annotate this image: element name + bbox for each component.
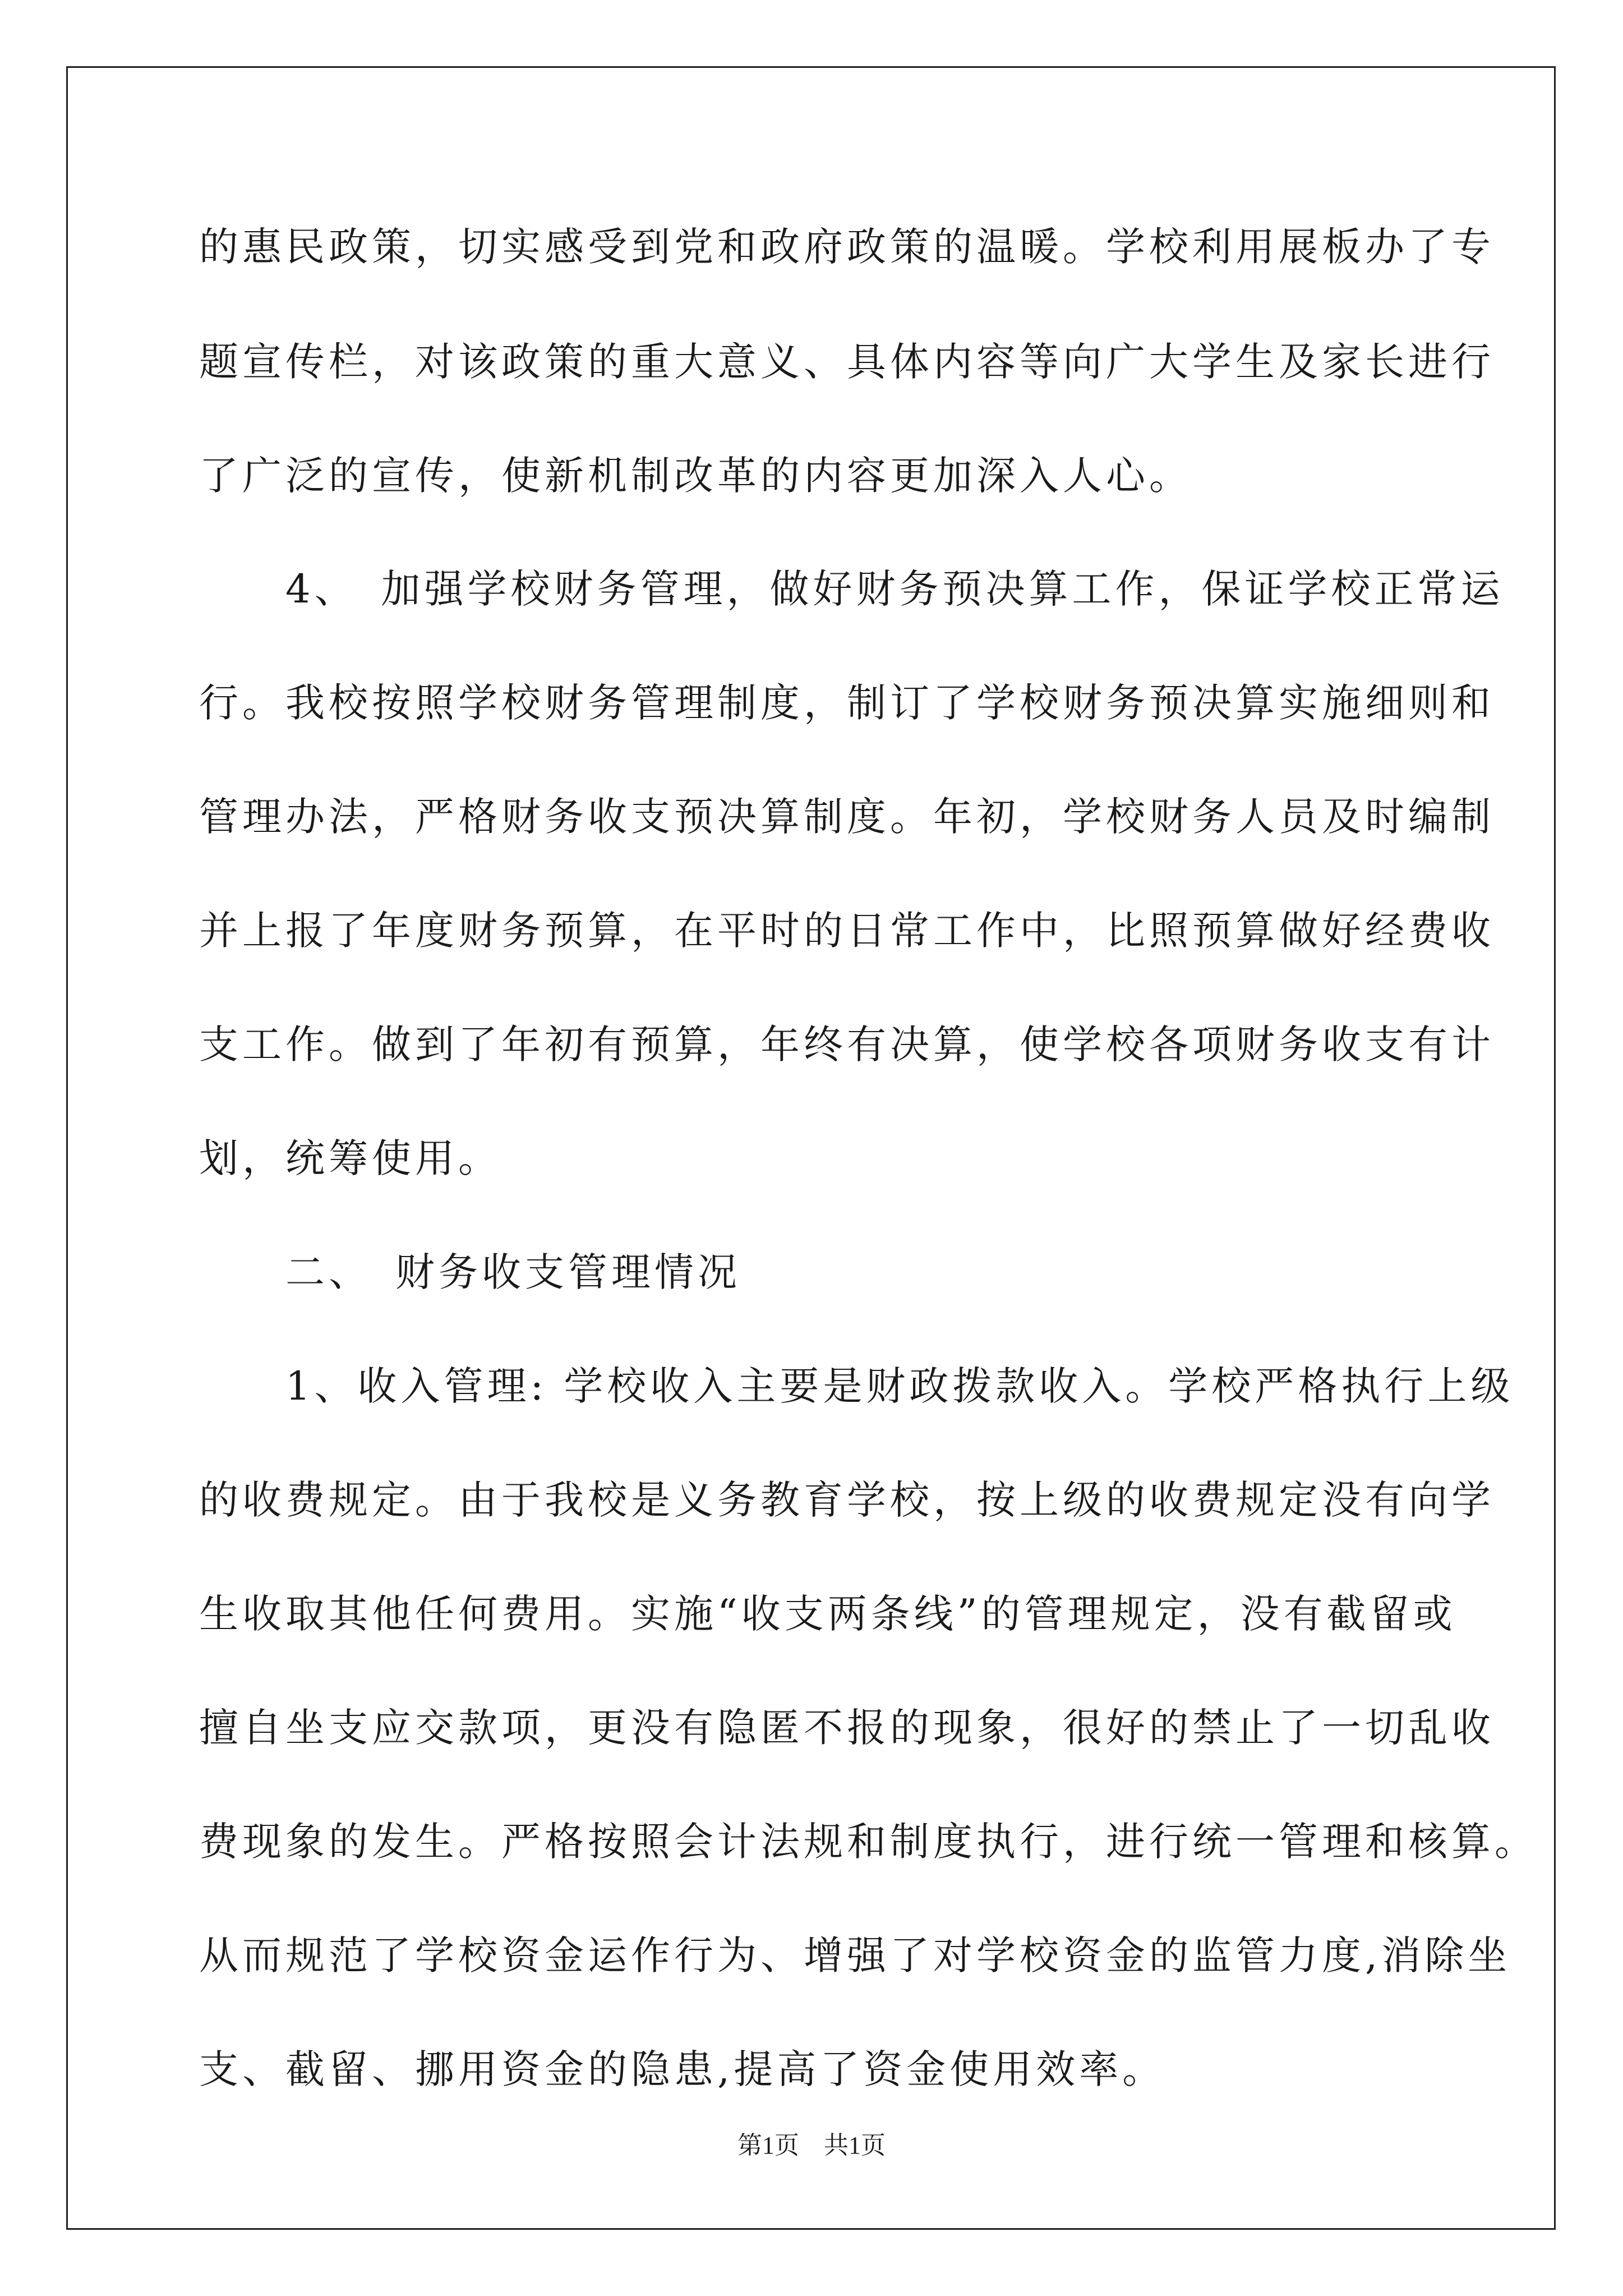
paragraph-line: 支工作。做到了年初有预算，年终有决算，使学校各项财务收支有计 [199,1022,1495,1068]
paragraph-line: 划，统筹使用。 [199,1135,501,1181]
paragraph-line: 题宣传栏，对该政策的重大意义、具体内容等向广大学生及家长进行 [199,339,1495,385]
paragraph-line: 费现象的发生。严格按照会计法规和制度执行，进行统一管理和核算。 [199,1819,1538,1865]
paragraph-line: 擅自坐支应交款项，更没有隐匿不报的现象，很好的禁止了一切乱收 [199,1705,1495,1751]
paragraph-line: 生收取其他任何费用。实施“收支两条线”的管理规定，没有截留或 [199,1591,1456,1637]
paragraph-line: 行。我校按照学校财务管理制度，制订了学校财务预决算实施细则和 [199,680,1495,726]
paragraph-line: 的收费规定。由于我校是义务教育学校，按上级的收费规定没有向学 [199,1477,1495,1523]
paragraph-line: 从而规范了学校资金运作行为、增强了对学校资金的监管力度,消除坐 [199,1932,1511,1978]
paragraph-line: 的惠民政策，切实感受到党和政府政策的温暖。学校利用展板办了专 [199,224,1495,270]
paragraph-line: 管理办法，严格财务收支预决算制度。年初，学校财务人员及时编制 [199,794,1495,840]
paragraph-line: 了广泛的宣传，使新机制改革的内容更加深入人心。 [199,453,1192,499]
paragraph-line: 4、 加强学校财务管理，做好财务预决算工作，保证学校正常运 [199,566,1504,612]
paragraph-line: 1、收入管理: 学校收入主要是财政拨款收入。学校严格执行上级 [199,1363,1514,1409]
section-heading: 二、 财务收支管理情况 [199,1249,741,1295]
paragraph-line: 支、截留、挪用资金的隐患,提高了资金使用效率。 [199,2046,1166,2092]
page-number: 第1页 共1页 [737,2132,886,2159]
paragraph-line: 并上报了年度财务预算，在平时的日常工作中，比照预算做好经费收 [199,908,1495,954]
